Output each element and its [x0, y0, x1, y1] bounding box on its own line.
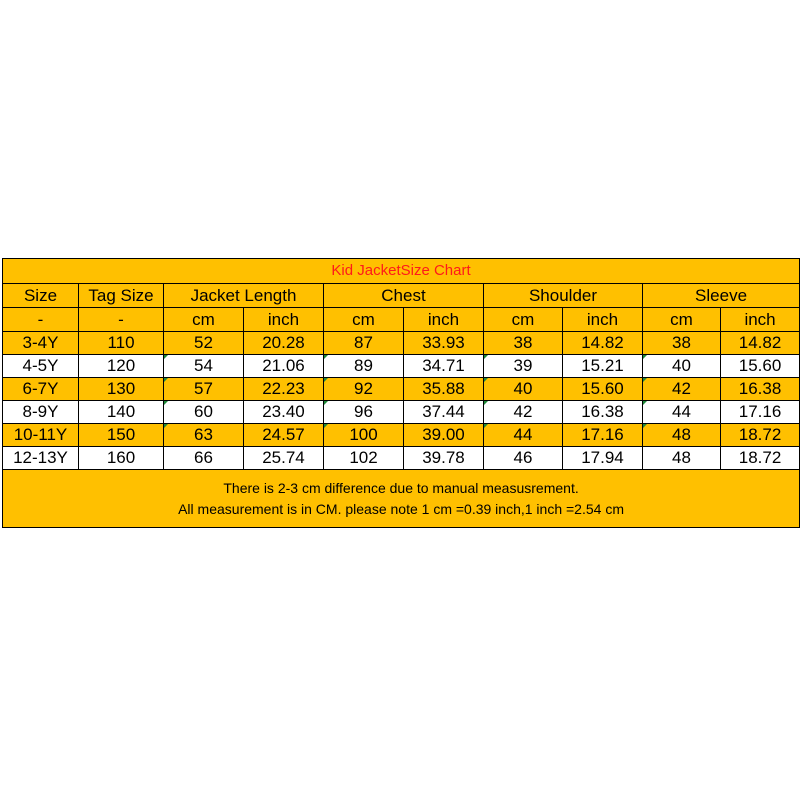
table-cell: 150 — [79, 424, 164, 447]
table-cell: 66 — [164, 447, 244, 470]
table-cell: 40 — [484, 378, 563, 401]
table-cell: 44 — [643, 401, 721, 424]
size-chart-table — [2, 258, 800, 528]
table-cell: 16.38 — [721, 378, 800, 401]
note-line-2: All measurement is in CM. please note 1 cm =0.39 inch,1 inch =2.54 cm — [178, 500, 624, 517]
table-cell: 8-9Y — [3, 401, 79, 424]
table-cell: 60 — [164, 401, 244, 424]
table-cell: 39.78 — [404, 447, 484, 470]
table-cell: 35.88 — [404, 378, 484, 401]
table-cell: 63 — [164, 424, 244, 447]
table-cell: 18.72 — [721, 424, 800, 447]
table-cell: 18.72 — [721, 447, 800, 470]
unit-cell: cm — [324, 308, 404, 332]
header-chest: Chest — [324, 284, 484, 308]
table-cell: 38 — [484, 332, 563, 355]
table-cell: 6-7Y — [3, 378, 79, 401]
unit-cell: cm — [164, 308, 244, 332]
table-cell: 17.16 — [563, 424, 643, 447]
unit-cell: - — [3, 308, 79, 332]
table-cell: 15.60 — [563, 378, 643, 401]
table-cell: 110 — [79, 332, 164, 355]
header-shoulder: Shoulder — [484, 284, 643, 308]
table-cell: 48 — [643, 424, 721, 447]
table-cell: 17.16 — [721, 401, 800, 424]
title-row — [3, 259, 800, 284]
table-row — [3, 424, 800, 447]
table-cell: 20.28 — [244, 332, 324, 355]
table-cell: 14.82 — [563, 332, 643, 355]
table-cell: 3-4Y — [3, 332, 79, 355]
unit-cell: inch — [404, 308, 484, 332]
table-cell: 87 — [324, 332, 404, 355]
table-cell: 39 — [484, 355, 563, 378]
header-size: Size — [3, 284, 79, 308]
unit-cell: inch — [721, 308, 800, 332]
table-cell: 23.40 — [244, 401, 324, 424]
unit-cell: cm — [643, 308, 721, 332]
table-row — [3, 401, 800, 424]
unit-cell: cm — [484, 308, 563, 332]
table-cell: 46 — [484, 447, 563, 470]
table-row — [3, 355, 800, 378]
table-cell: 17.94 — [563, 447, 643, 470]
table-cell: 15.60 — [721, 355, 800, 378]
table-cell: 54 — [164, 355, 244, 378]
table-row — [3, 447, 800, 470]
table-cell: 14.82 — [721, 332, 800, 355]
table-cell: 10-11Y — [3, 424, 79, 447]
table-cell: 48 — [643, 447, 721, 470]
table-row — [3, 332, 800, 355]
table-cell: 33.93 — [404, 332, 484, 355]
table-cell: 24.57 — [244, 424, 324, 447]
header-tag-size: Tag Size — [79, 284, 164, 308]
table-cell: 40 — [643, 355, 721, 378]
table-cell: 160 — [79, 447, 164, 470]
header-sleeve: Sleeve — [643, 284, 800, 308]
table-cell: 89 — [324, 355, 404, 378]
table-cell: 22.23 — [244, 378, 324, 401]
header-jacket-length: Jacket Length — [164, 284, 324, 308]
table-cell: 42 — [484, 401, 563, 424]
unit-cell: inch — [563, 308, 643, 332]
table-cell: 140 — [79, 401, 164, 424]
table-cell: 12-13Y — [3, 447, 79, 470]
table-cell: 100 — [324, 424, 404, 447]
table-cell: 37.44 — [404, 401, 484, 424]
size-chart-container — [2, 258, 799, 528]
unit-row — [3, 308, 800, 332]
notes-cell — [3, 470, 800, 528]
table-cell: 52 — [164, 332, 244, 355]
table-cell: 57 — [164, 378, 244, 401]
table-cell: 21.06 — [244, 355, 324, 378]
table-cell: 42 — [643, 378, 721, 401]
notes-row — [3, 470, 800, 528]
table-cell: 16.38 — [563, 401, 643, 424]
table-cell: 92 — [324, 378, 404, 401]
table-cell: 44 — [484, 424, 563, 447]
header-row — [3, 284, 800, 308]
chart-title: Kid JacketSize Chart — [3, 259, 800, 284]
unit-cell: - — [79, 308, 164, 332]
note-line-1: There is 2-3 cm difference due to manual measusrement. — [223, 479, 579, 496]
table-cell: 39.00 — [404, 424, 484, 447]
unit-cell: inch — [244, 308, 324, 332]
table-cell: 130 — [79, 378, 164, 401]
table-cell: 34.71 — [404, 355, 484, 378]
table-cell: 38 — [643, 332, 721, 355]
table-cell: 102 — [324, 447, 404, 470]
table-cell: 4-5Y — [3, 355, 79, 378]
table-row — [3, 378, 800, 401]
table-cell: 25.74 — [244, 447, 324, 470]
table-cell: 96 — [324, 401, 404, 424]
table-cell: 120 — [79, 355, 164, 378]
table-cell: 15.21 — [563, 355, 643, 378]
